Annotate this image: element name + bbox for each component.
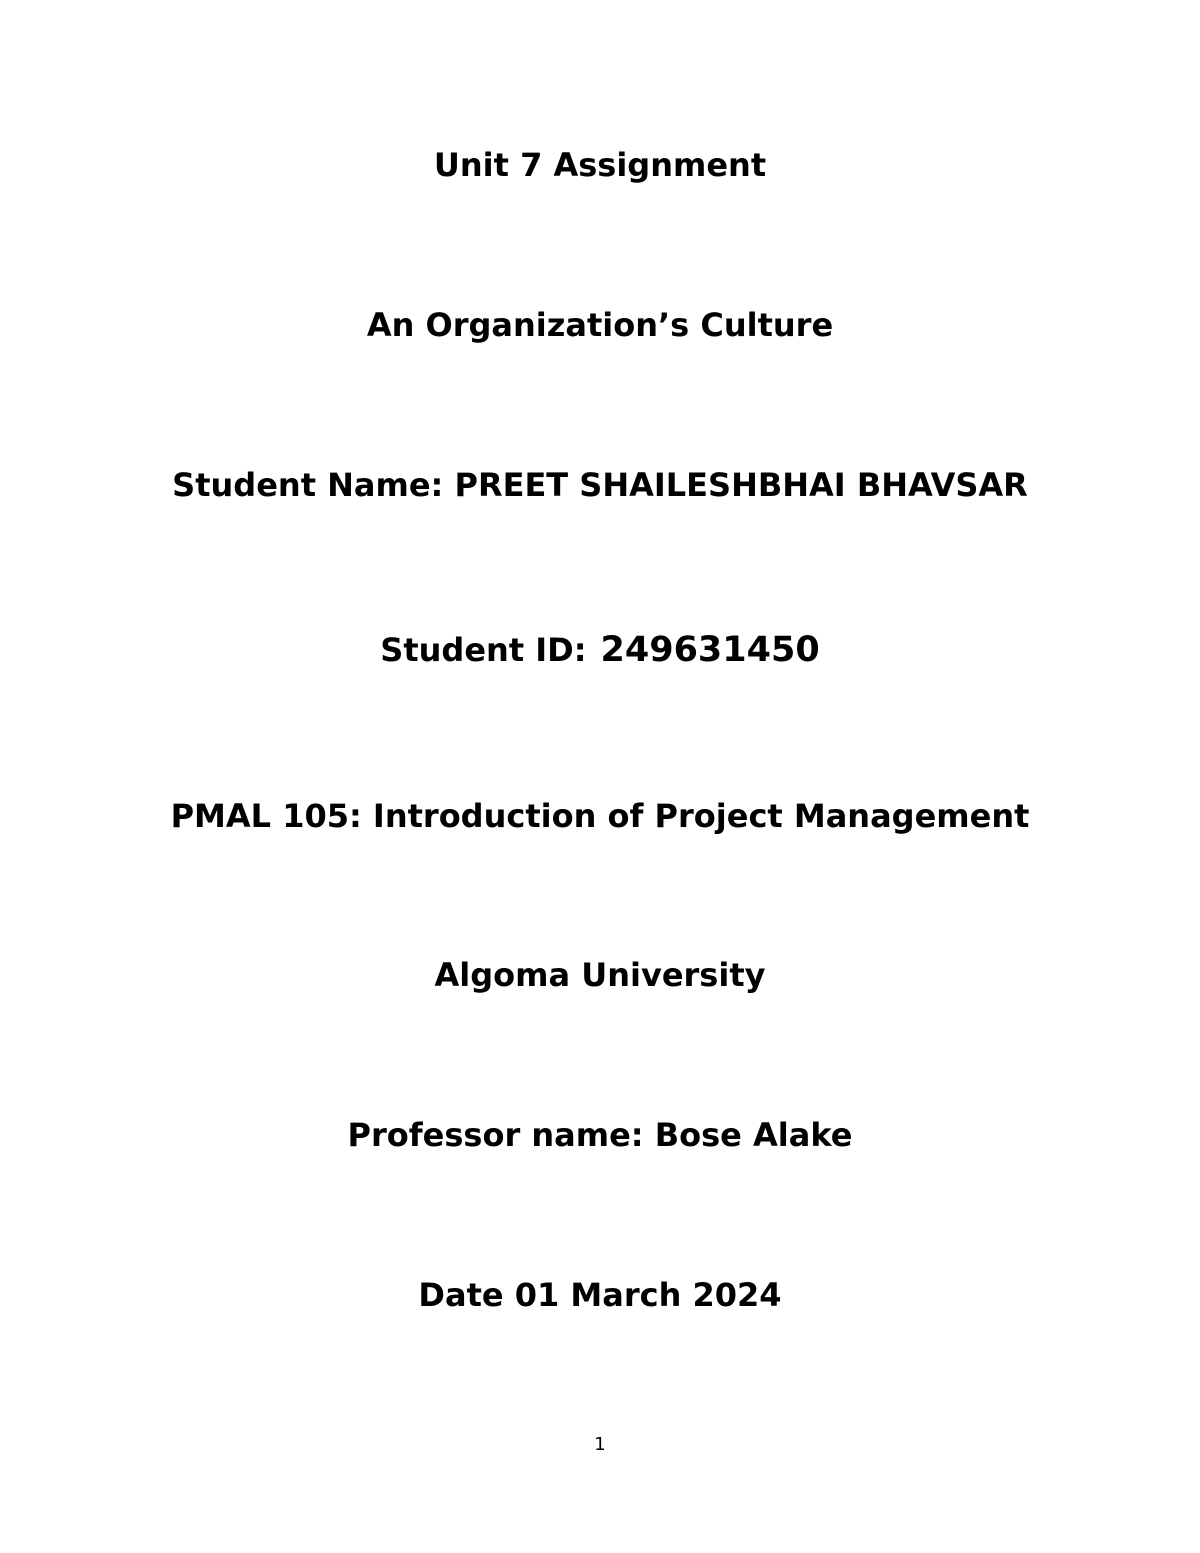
submission-date: Date 01 March 2024 [418, 1276, 782, 1314]
assignment-subtitle: An Organization’s Culture [366, 306, 834, 344]
university-name: Algoma University [434, 956, 766, 994]
page-number: 1 [594, 1434, 606, 1455]
student-id-label: Student ID: [380, 631, 587, 669]
student-id-value: 249631450 [600, 630, 820, 670]
course-name: PMAL 105: Introduction of Project Management [170, 797, 1030, 835]
student-name: Student Name: PREET SHAILESHBHAI BHAVSAR [172, 466, 1028, 504]
assignment-title: Unit 7 Assignment [433, 146, 767, 184]
student-id-line [0, 630, 1200, 670]
professor-name: Professor name: Bose Alake [347, 1116, 853, 1154]
